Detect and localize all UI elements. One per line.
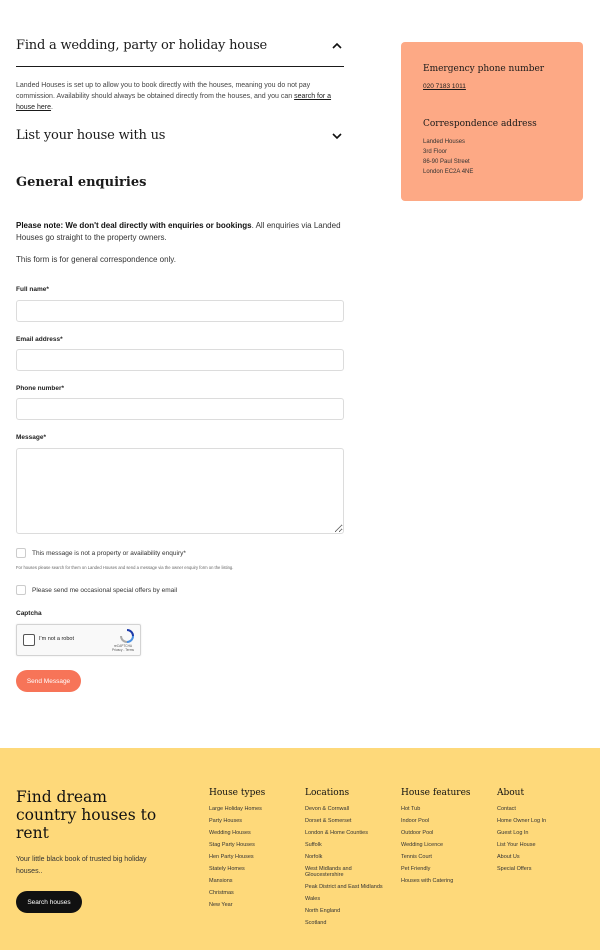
- not-enquiry-label: This message is not a property or availability enquiry*: [32, 549, 186, 557]
- footer-col-about: [497, 788, 587, 878]
- footer-link[interactable]: Christmas: [209, 890, 234, 896]
- footer-col-title: Locations: [305, 788, 350, 798]
- footer-link[interactable]: Special Offers: [497, 866, 532, 872]
- footer-link[interactable]: Devon & Cornwall: [305, 806, 350, 812]
- not-enquiry-row: [16, 548, 186, 558]
- accordion-body-suffix: .: [51, 104, 53, 111]
- accordion-find-house[interactable]: [16, 38, 344, 53]
- footer-link[interactable]: Guest Log In: [497, 830, 529, 836]
- send-message-button[interactable]: Send Message: [16, 670, 81, 692]
- full-name-label: Full name*: [16, 286, 49, 293]
- offers-row: [16, 585, 177, 595]
- footer-link[interactable]: Contact: [497, 806, 516, 812]
- footer-link[interactable]: List Your House: [497, 842, 536, 848]
- footer-col-house-features: [401, 788, 491, 890]
- page-title: General enquiries: [16, 175, 147, 190]
- note-rest: . All enquiries via Landed Houses go straight to the property owners.: [16, 221, 341, 242]
- footer-link[interactable]: Party Houses: [209, 818, 243, 824]
- footer-link[interactable]: Tennis Court: [401, 854, 432, 860]
- phone-link[interactable]: 020 7183 1011: [423, 83, 466, 90]
- accordion-find-house-body: [16, 80, 344, 113]
- footer-tagline: Your little black book of trusted big holiday houses..: [16, 856, 147, 875]
- site-footer: [0, 748, 600, 950]
- footer-link[interactable]: About Us: [497, 854, 520, 860]
- footer-link[interactable]: Norfolk: [305, 854, 323, 860]
- footer-headline: Find dream country houses to rent: [16, 788, 157, 842]
- recaptcha-brand-name: reCAPTCHA: [113, 644, 133, 648]
- address-line: Landed Houses: [423, 139, 466, 145]
- footer-link[interactable]: Outdoor Pool: [401, 830, 434, 836]
- footer-link[interactable]: Home Owner Log In: [497, 818, 547, 824]
- footer-hero: [16, 788, 166, 878]
- address-line: London EC2A 4NE: [423, 169, 474, 175]
- footer-link[interactable]: Hen Party Houses: [209, 854, 254, 860]
- accordion-body-text: Landed Houses is set up to allow you to book directly with the houses, meaning you do not pay commission. Availability should always be obtained directly from the houses, and you can: [16, 82, 311, 100]
- phone-label: Phone number*: [16, 385, 65, 392]
- footer-col-title: About: [497, 788, 525, 798]
- note-correspondence: This form is for general correspondence only.: [16, 255, 176, 264]
- footer-link[interactable]: Suffolk: [305, 842, 322, 848]
- search-houses-button[interactable]: Search houses: [16, 891, 82, 913]
- footer-col-title: House types: [209, 788, 266, 798]
- recaptcha-checkbox[interactable]: [23, 634, 35, 646]
- recaptcha-terms[interactable]: Privacy - Terms: [112, 648, 134, 652]
- not-enquiry-checkbox[interactable]: [16, 548, 26, 558]
- fine-print: For houses please search for them on Landed Houses and send a message via the owner enquiry form on the listing.: [16, 565, 234, 570]
- footer-link[interactable]: West Midlands and Gloucestershire: [305, 866, 352, 878]
- footer-link[interactable]: Wales: [305, 896, 321, 902]
- contact-card: [401, 42, 583, 201]
- note-text: [16, 220, 344, 244]
- footer-link[interactable]: Stag Party Houses: [209, 842, 255, 848]
- email-label: Email address*: [16, 336, 63, 343]
- chevron-down-icon: [330, 129, 344, 143]
- address-line: 86-90 Paul Street: [423, 159, 470, 165]
- address-block: [423, 137, 561, 177]
- recaptcha-text: I'm not a robot: [39, 636, 74, 642]
- footer-link[interactable]: North England: [305, 908, 341, 914]
- accordion-find-house-title: Find a wedding, party or holiday house: [16, 38, 268, 53]
- footer-link[interactable]: Wedding Houses: [209, 830, 251, 836]
- footer-col-house-types: [209, 788, 299, 914]
- search-house-link[interactable]: search for a house here: [16, 93, 332, 111]
- footer-link[interactable]: Stately Homes: [209, 866, 245, 872]
- phone-field[interactable]: [16, 398, 344, 420]
- address-heading: Correspondence address: [423, 119, 537, 129]
- note-bold: Please note: We don't deal directly with enquiries or bookings: [16, 221, 252, 230]
- phone-heading: Emergency phone number: [423, 64, 545, 74]
- message-field[interactable]: [16, 448, 344, 534]
- footer-link[interactable]: Houses with Catering: [401, 878, 454, 884]
- offers-label: Please send me occasional special offers by email: [32, 586, 178, 594]
- footer-link[interactable]: London & Home Counties: [305, 830, 368, 836]
- full-name-field[interactable]: [16, 300, 344, 322]
- footer-link[interactable]: Pet Friendly: [401, 866, 431, 872]
- captcha-label: Captcha: [16, 610, 42, 617]
- offers-checkbox[interactable]: [16, 585, 26, 595]
- recaptcha-widget: [16, 624, 141, 656]
- footer-link[interactable]: Scotland: [305, 920, 327, 926]
- recaptcha-logo-icon: [120, 629, 134, 643]
- message-label: Message*: [16, 434, 46, 441]
- footer-link[interactable]: Wedding Licence: [401, 842, 444, 848]
- footer-link[interactable]: Dorset & Somerset: [305, 818, 352, 824]
- footer-link[interactable]: Hot Tub: [401, 806, 421, 812]
- accordion-divider: [16, 66, 344, 67]
- address-line: 3rd Floor: [423, 149, 448, 155]
- footer-col-title: House features: [401, 788, 471, 798]
- chevron-up-icon: [330, 39, 344, 53]
- footer-link[interactable]: Large Holiday Homes: [209, 806, 262, 812]
- footer-link[interactable]: Mansions: [209, 878, 233, 884]
- recaptcha-brand: [110, 644, 136, 652]
- accordion-list-house[interactable]: [16, 128, 344, 143]
- accordion-list-house-title: List your house with us: [16, 128, 166, 143]
- email-field[interactable]: [16, 349, 344, 371]
- footer-link[interactable]: Indoor Pool: [401, 818, 430, 824]
- footer-link[interactable]: New Year: [209, 902, 233, 908]
- footer-link[interactable]: Peak District and East Midlands: [305, 884, 383, 890]
- footer-col-locations: [305, 788, 395, 932]
